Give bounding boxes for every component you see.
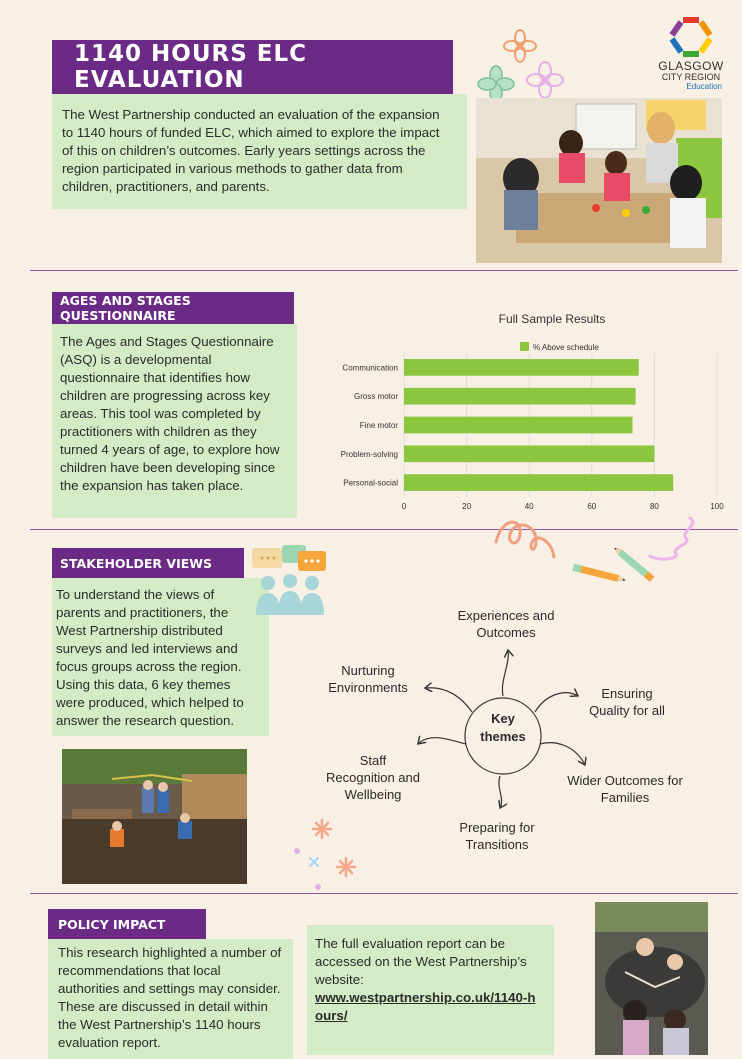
legend-swatch: [520, 342, 529, 351]
intro-text: The West Partnership conducted an evaluation of the expansion to 1140 hours of funded ELC, which aimed to explore the impact of this on children’s outcomes. Early years settings across the region participated in various methods to gather data from children, practitioners, and parents.: [62, 107, 440, 194]
stakeholder-heading: STAKEHOLDER VIEWS: [60, 555, 213, 571]
bar-gross-motor: [404, 388, 636, 405]
section-divider: [30, 270, 738, 271]
bar-problem-solving: [404, 445, 654, 462]
x-tick-label: 20: [462, 502, 472, 511]
playground-photo: [595, 902, 708, 1055]
x-tick-label: 80: [649, 502, 659, 511]
arrow-experiences: [502, 650, 508, 696]
category-label: Communication: [342, 363, 398, 373]
asq-bar-chart: [300, 305, 740, 520]
garden-photo: [62, 749, 247, 884]
flower-icon: [478, 66, 514, 102]
theme-wider: Wider Outcomes for Families: [567, 773, 683, 805]
x-tick-label: 0: [401, 502, 407, 511]
people-chat-icon: [250, 543, 330, 615]
report-link[interactable]: www.westpartnership.co.uk/1140-hours/: [315, 990, 536, 1023]
arrow-wider: [540, 743, 585, 765]
asq-heading: AGES AND STAGES QUESTIONNAIRE: [60, 293, 191, 323]
x-tick-label: 100: [710, 502, 724, 511]
logo-line1: GLASGOW: [658, 59, 724, 73]
arrow-transitions: [499, 776, 502, 808]
section-divider: [30, 893, 738, 894]
arrow-quality: [535, 693, 578, 712]
stakeholder-box: [52, 578, 269, 736]
theme-quality: Ensuring Quality for all: [589, 686, 665, 718]
stakeholder-heading-banner: [52, 548, 244, 578]
asq-box: [52, 324, 297, 518]
asq-heading-banner: [52, 292, 294, 324]
theme-nurturing: Nurturing Environments: [328, 663, 408, 695]
intro-box: [52, 94, 467, 209]
report-text: The full evaluation report can be accessed on the West Partnership’s website:: [315, 936, 527, 987]
x-tick-label: 60: [587, 502, 597, 511]
legend-label: % Above schedule: [533, 343, 599, 352]
bar-fine-motor: [404, 417, 632, 434]
arrow-nurturing: [425, 688, 472, 712]
decorative-sparkles: [288, 814, 368, 894]
theme-transitions: Preparing for Transitions: [459, 820, 535, 852]
logo-line3: Education: [686, 82, 722, 91]
category-label: Gross motor: [353, 392, 398, 402]
theme-experiences: Experiences and Outcomes: [457, 608, 555, 640]
report-box: [307, 925, 554, 1055]
policy-text: This research highlighted a number of recommendations that local authorities and settings may consider. These are discussed in detail within the West Partnership’s 1140 hours evaluation report.: [58, 945, 282, 1050]
policy-box: [48, 939, 293, 1059]
glasgow-logo: [650, 14, 732, 94]
bar-communication: [404, 359, 639, 376]
theme-center-label: Key themes: [480, 711, 526, 744]
category-label: Personal-social: [343, 478, 398, 488]
page-title-banner: [52, 40, 453, 94]
category-label: Problem-solving: [340, 449, 398, 459]
logo-line2: CITY REGION: [661, 72, 721, 82]
pencils-icon: [568, 548, 664, 596]
bar-personal-social: [404, 474, 673, 491]
flower-icon: [504, 30, 536, 62]
asq-text: The Ages and Stages Questionnaire (ASQ) is a developmental questionnaire that identifies how children are progressing across key areas. This tool was completed by practitioners with children as they turned 4 years of age, to explore how children have been developing since the expansion has taken place.: [60, 334, 280, 493]
flower-icon: [527, 62, 563, 98]
x-tick-label: 40: [524, 502, 534, 511]
decorative-squiggle: [492, 512, 562, 567]
page-title: 1140 HOURS ELC EVALUATION: [74, 41, 308, 93]
classroom-photo: [476, 98, 722, 263]
section-divider: [30, 529, 738, 530]
category-label: Fine motor: [359, 421, 398, 430]
stakeholder-text: To understand the views of parents and practitioners, the West Partnership distributed surveys and led interviews and focus groups across the region. Using this data, 6 key themes were produced, which helped to answer the research question.: [56, 587, 244, 728]
arrow-staff: [418, 738, 466, 744]
policy-heading: POLICY IMPACT: [58, 916, 166, 932]
policy-heading-banner: [48, 909, 206, 939]
theme-staff: Staff Recognition and Wellbeing: [326, 753, 420, 802]
logo-mark-icon: [650, 14, 732, 60]
chart-title: Full Sample Results: [498, 312, 606, 326]
